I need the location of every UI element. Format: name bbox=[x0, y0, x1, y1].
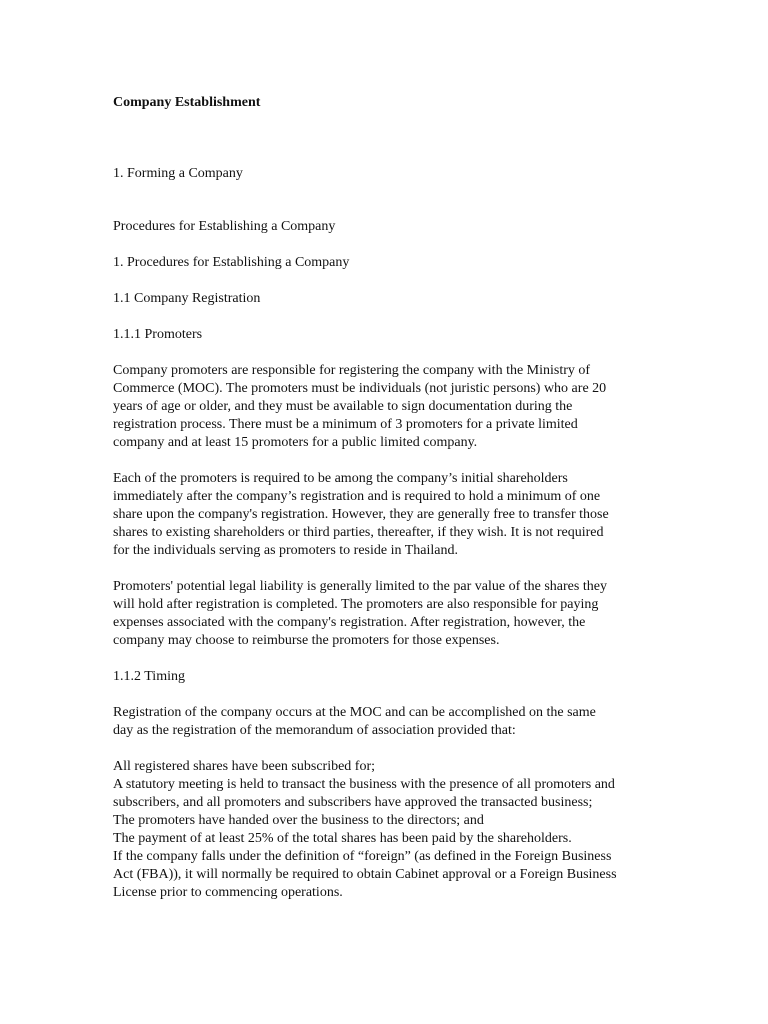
paragraph-line: for the individuals serving as promoters to reside in Thailand. bbox=[113, 543, 459, 558]
paragraph-line: registration process. There must be a minimum of 3 promoters for a private limited bbox=[113, 417, 578, 432]
paragraph-line: years of age or older, and they must be available to sign documentation during the bbox=[113, 399, 573, 414]
paragraph-conditions bbox=[113, 758, 658, 902]
paragraph-line: subscribers, and all promoters and subscribers have approved the transacted business; bbox=[113, 795, 593, 810]
paragraph-line: immediately after the company’s registration and is required to hold a minimum of one bbox=[113, 489, 601, 504]
paragraph-line: expenses associated with the company's registration. After registration, however, the bbox=[113, 615, 586, 630]
heading-procedures: Procedures for Establishing a Company bbox=[113, 219, 336, 234]
paragraph-line: License prior to commencing operations. bbox=[113, 885, 343, 900]
paragraph-line: Act (FBA)), it will normally be required to obtain Cabinet approval or a Foreign Business bbox=[113, 867, 617, 882]
heading-1: 1. Procedures for Establishing a Company bbox=[113, 255, 350, 270]
paragraph-line: company may choose to reimburse the promoters for those expenses. bbox=[113, 633, 500, 648]
paragraph-line: The payment of at least 25% of the total shares has been paid by the shareholders. bbox=[113, 831, 572, 846]
paragraph-promoters-liability bbox=[113, 578, 658, 650]
document-page bbox=[113, 94, 658, 902]
paragraph-line: Registration of the company occurs at the MOC and can be accomplished on the same bbox=[113, 705, 596, 720]
paragraph-line: company and at least 15 promoters for a public limited company. bbox=[113, 435, 478, 450]
paragraph-line: The promoters have handed over the business to the directors; and bbox=[113, 813, 484, 828]
paragraph-line: Company promoters are responsible for registering the company with the Ministry of bbox=[113, 363, 591, 378]
paragraph-line: shares to existing shareholders or third parties, thereafter, if they wish. It is not required bbox=[113, 525, 604, 540]
paragraph-promoters-responsibility bbox=[113, 362, 658, 452]
paragraph-line: Each of the promoters is required to be among the company’s initial shareholders bbox=[113, 471, 568, 486]
paragraph-line: will hold after registration is completed. The promoters are also responsible for paying bbox=[113, 597, 599, 612]
paragraph-line: share upon the company's registration. However, they are generally free to transfer those bbox=[113, 507, 609, 522]
paragraph-line: day as the registration of the memorandum of association provided that: bbox=[113, 723, 516, 738]
heading-1-1-1: 1.1.1 Promoters bbox=[113, 327, 203, 342]
document-title: Company Establishment bbox=[113, 95, 261, 110]
heading-1-1: 1.1 Company Registration bbox=[113, 291, 261, 306]
paragraph-line: A statutory meeting is held to transact the business with the presence of all promoters and bbox=[113, 777, 615, 792]
heading-1-1-2: 1.1.2 Timing bbox=[113, 669, 185, 684]
paragraph-line: Commerce (MOC). The promoters must be individuals (not juristic persons) who are 20 bbox=[113, 381, 607, 396]
paragraph-promoters-shareholders bbox=[113, 470, 658, 560]
paragraph-line: Promoters' potential legal liability is generally limited to the par value of the shares they bbox=[113, 579, 607, 594]
paragraph-line: All registered shares have been subscribed for; bbox=[113, 759, 376, 774]
paragraph-timing bbox=[113, 704, 658, 740]
paragraph-line: If the company falls under the definition of “foreign” (as defined in the Foreign Business bbox=[113, 849, 612, 864]
section-heading-forming: 1. Forming a Company bbox=[113, 166, 243, 181]
